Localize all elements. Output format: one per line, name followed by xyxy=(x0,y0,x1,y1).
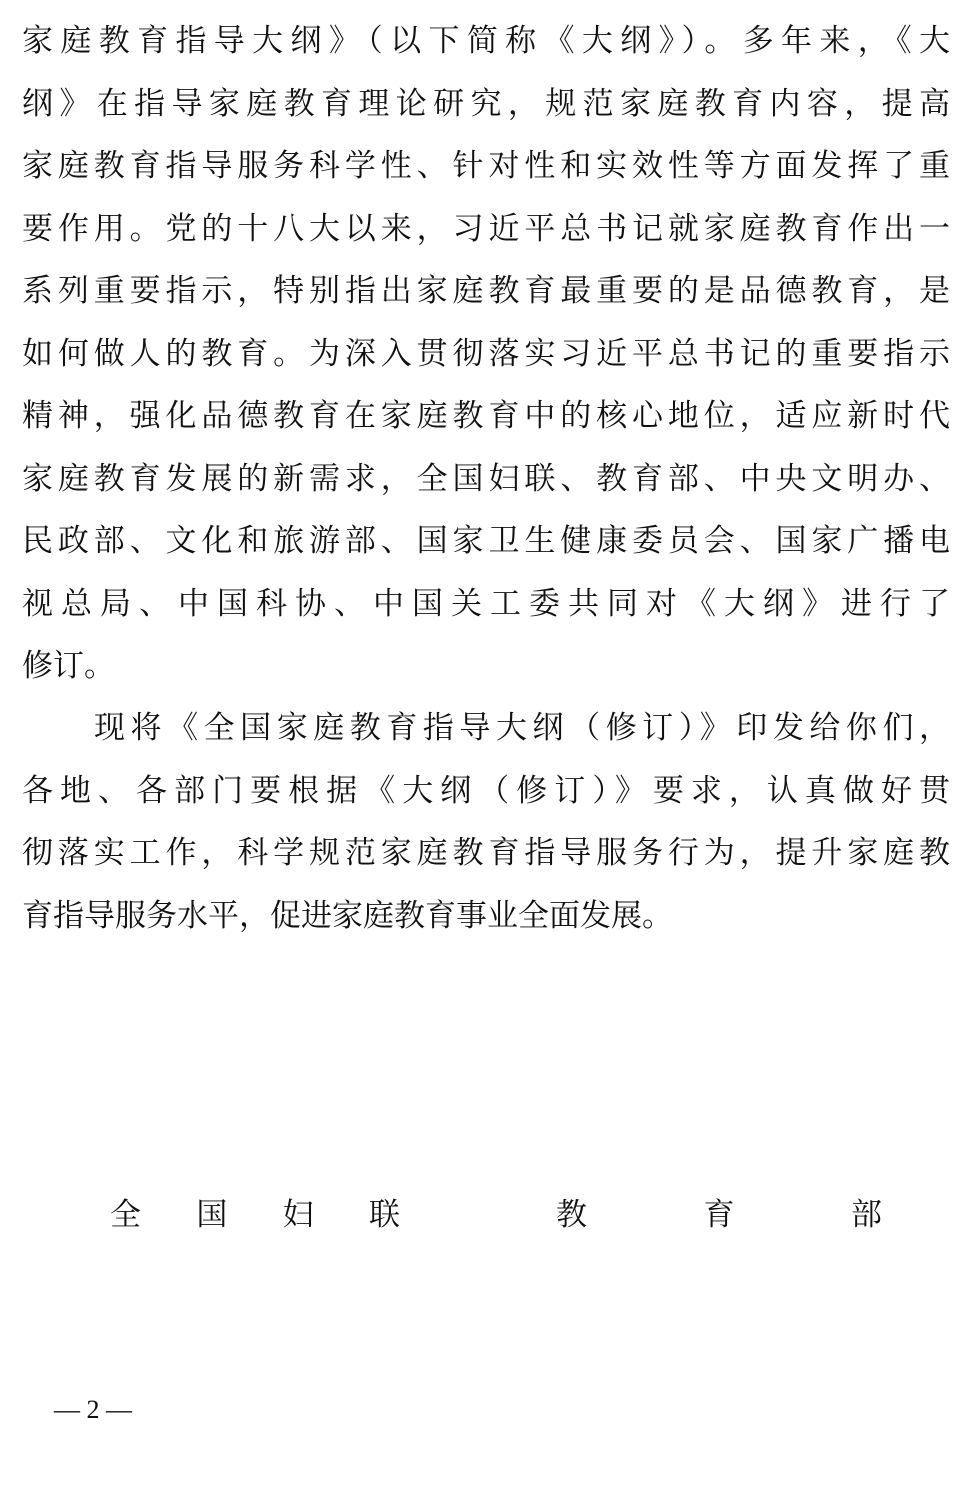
signature-ministry-of-education: 教 育 部 xyxy=(556,1197,882,1233)
paragraph-1-line-6: 如何做人的教育。为深入贯彻落实习近平总书记的重要指示 xyxy=(22,335,950,372)
paragraph-2 xyxy=(22,697,950,947)
paragraph-1-line-4: 要作用。党的十八大以来，习近平总书记就家庭教育作出一 xyxy=(22,210,950,247)
paragraph-1-line-1: 家庭教育指导大纲》（以下简称《大纲》）。多年来，《大 xyxy=(22,23,950,59)
paragraph-1-line-7: 精神，强化品德教育在家庭教育中的核心地位，适应新时代 xyxy=(22,398,950,434)
page-number: — 2 — xyxy=(54,1395,132,1424)
paragraph-1-line-11: 修订。 xyxy=(22,648,115,684)
paragraph-2-line-2: 各地、各部门要根据《大纲（修订）》要求，认真做好贯 xyxy=(22,772,950,809)
paragraph-1-line-10: 视总局、中国科协、中国关工委共同对《大纲》进行了 xyxy=(22,585,950,622)
paragraph-1-line-5: 系列重要指示，特别指出家庭教育最重要的是品德教育，是 xyxy=(22,273,950,309)
paragraph-1-line-9: 民政部、文化和旅游部、国家卫生健康委员会、国家广播电 xyxy=(22,523,950,559)
paragraph-1 xyxy=(22,10,950,698)
signature-block xyxy=(0,1190,970,1240)
paragraph-2-line-4: 育指导服务水平，促进家庭教育事业全面发展。 xyxy=(22,897,673,934)
paragraph-2-line-1: 现将《全国家庭教育指导大纲（修订）》印发给你们， xyxy=(94,710,950,746)
paragraph-1-line-2: 纲》在指导家庭教育理论研究，规范家庭教育内容，提高 xyxy=(22,85,950,122)
paragraph-2-line-3: 彻落实工作，科学规范家庭教育指导服务行为，提升家庭教 xyxy=(22,835,950,871)
paragraph-1-line-3: 家庭教育指导服务科学性、针对性和实效性等方面发挥了重 xyxy=(22,148,950,184)
signature-all-china-womens-federation: 全 国 妇 联 xyxy=(110,1197,400,1233)
paragraph-1-line-8: 家庭教育发展的新需求，全国妇联、教育部、中央文明办、 xyxy=(22,460,950,497)
